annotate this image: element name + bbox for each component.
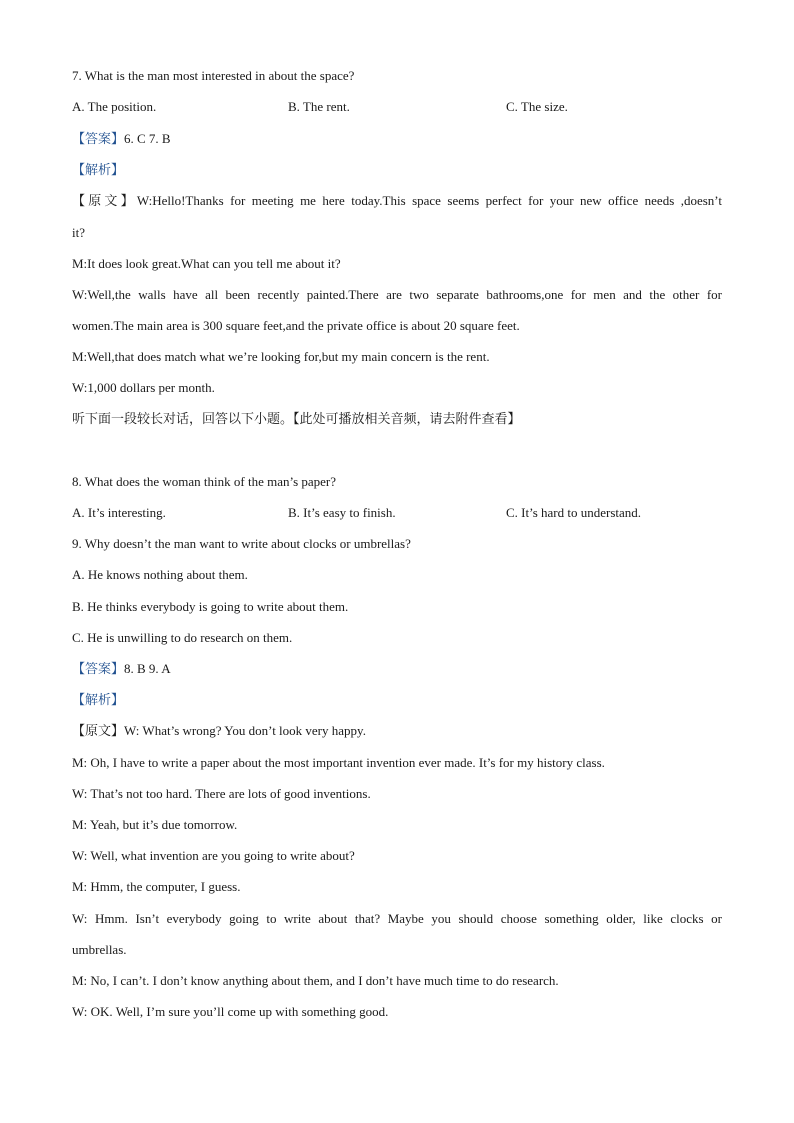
transcript2-line-3: M: Yeah, but it’s due tomorrow. (72, 817, 238, 832)
transcript2-line-8: M: No, I can’t. I don’t know anything about them, and I don’t have much time to do research. (72, 973, 559, 988)
answer-line-2 (72, 661, 171, 677)
answer-line-1 (72, 131, 171, 147)
analysis-tag: 【解析】 (72, 692, 125, 707)
transcript1-line-2: M:It does look great.What can you tell me about it? (72, 256, 341, 271)
transcript2-line-2: W: That’s not too hard. There are lots of good inventions. (72, 786, 371, 801)
q8-option-a: A. It’s interesting. (72, 505, 166, 520)
section-instruction: 听下面一段较长对话，回答以下小题。【此处可播放相关音频，请去附件查看】 (72, 412, 521, 427)
q7-option-c: C. The size. (506, 99, 568, 114)
q9-option-c: C. He is unwilling to do research on them. (72, 630, 293, 645)
analysis-tag: 【解析】 (72, 162, 125, 177)
q8-options (72, 505, 722, 521)
transcript2-line-5: M: Hmm, the computer, I guess. (72, 879, 241, 894)
transcript-tag: 【原文】 (72, 193, 137, 208)
analysis-line-1 (72, 162, 124, 178)
transcript2-line-6: W: Hmm. Isn’t everybody going to write about that? Maybe you should choose something older, like clocks or (72, 911, 722, 926)
analysis-line-2 (72, 692, 124, 708)
transcript1-line-0 (72, 193, 722, 209)
q7-option-b: B. The rent. (288, 99, 350, 114)
transcript2-line-4: W: Well, what invention are you going to write about? (72, 848, 355, 863)
q7-options (72, 99, 722, 115)
q9-question: 9. Why doesn’t the man want to write about clocks or umbrellas? (72, 536, 411, 551)
answer-tag: 【答案】 (72, 661, 125, 676)
q8-option-b: B. It’s easy to finish. (288, 505, 396, 520)
transcript2-line-0 (72, 723, 366, 739)
transcript2-line-7: umbrellas. (72, 942, 127, 957)
q8-option-c: C. It’s hard to understand. (506, 505, 642, 520)
transcript2-line-1: M: Oh, I have to write a paper about the most important invention ever made. It’s for my history class. (72, 755, 605, 770)
q9-option-a: A. He knows nothing about them. (72, 567, 248, 582)
transcript1-line-1: it? (72, 225, 85, 240)
transcript-text: W:Hello!Thanks for meeting me here today.This space seems perfect for your new office needs ,doesn’t (136, 193, 722, 208)
transcript2-line-9: W: OK. Well, I’m sure you’ll come up with something good. (72, 1004, 389, 1019)
q9-option-b: B. He thinks everybody is going to write about them. (72, 599, 349, 614)
transcript1-line-4: women.The main area is 300 square feet,and the private office is about 20 square feet. (72, 318, 520, 333)
q7-option-a: A. The position. (72, 99, 157, 114)
answer-tag: 【答案】 (72, 131, 125, 146)
answer-text: 6. C 7. B (124, 131, 171, 146)
transcript1-line-5: M:Well,that does match what we’re looking for,but my main concern is the rent. (72, 349, 490, 364)
q7-question: 7. What is the man most interested in about the space? (72, 68, 355, 83)
transcript1-line-3: W:Well,the walls have all been recently painted.There are two separate bathrooms,one for men and the other for (72, 287, 722, 302)
transcript-text: W: What’s wrong? You don’t look very happy. (124, 723, 366, 738)
answer-text: 8. B 9. A (124, 661, 171, 676)
transcript-tag: 【原文】 (72, 723, 125, 738)
q8-question: 8. What does the woman think of the man’s paper? (72, 474, 337, 489)
transcript1-line-6: W:1,000 dollars per month. (72, 380, 215, 395)
